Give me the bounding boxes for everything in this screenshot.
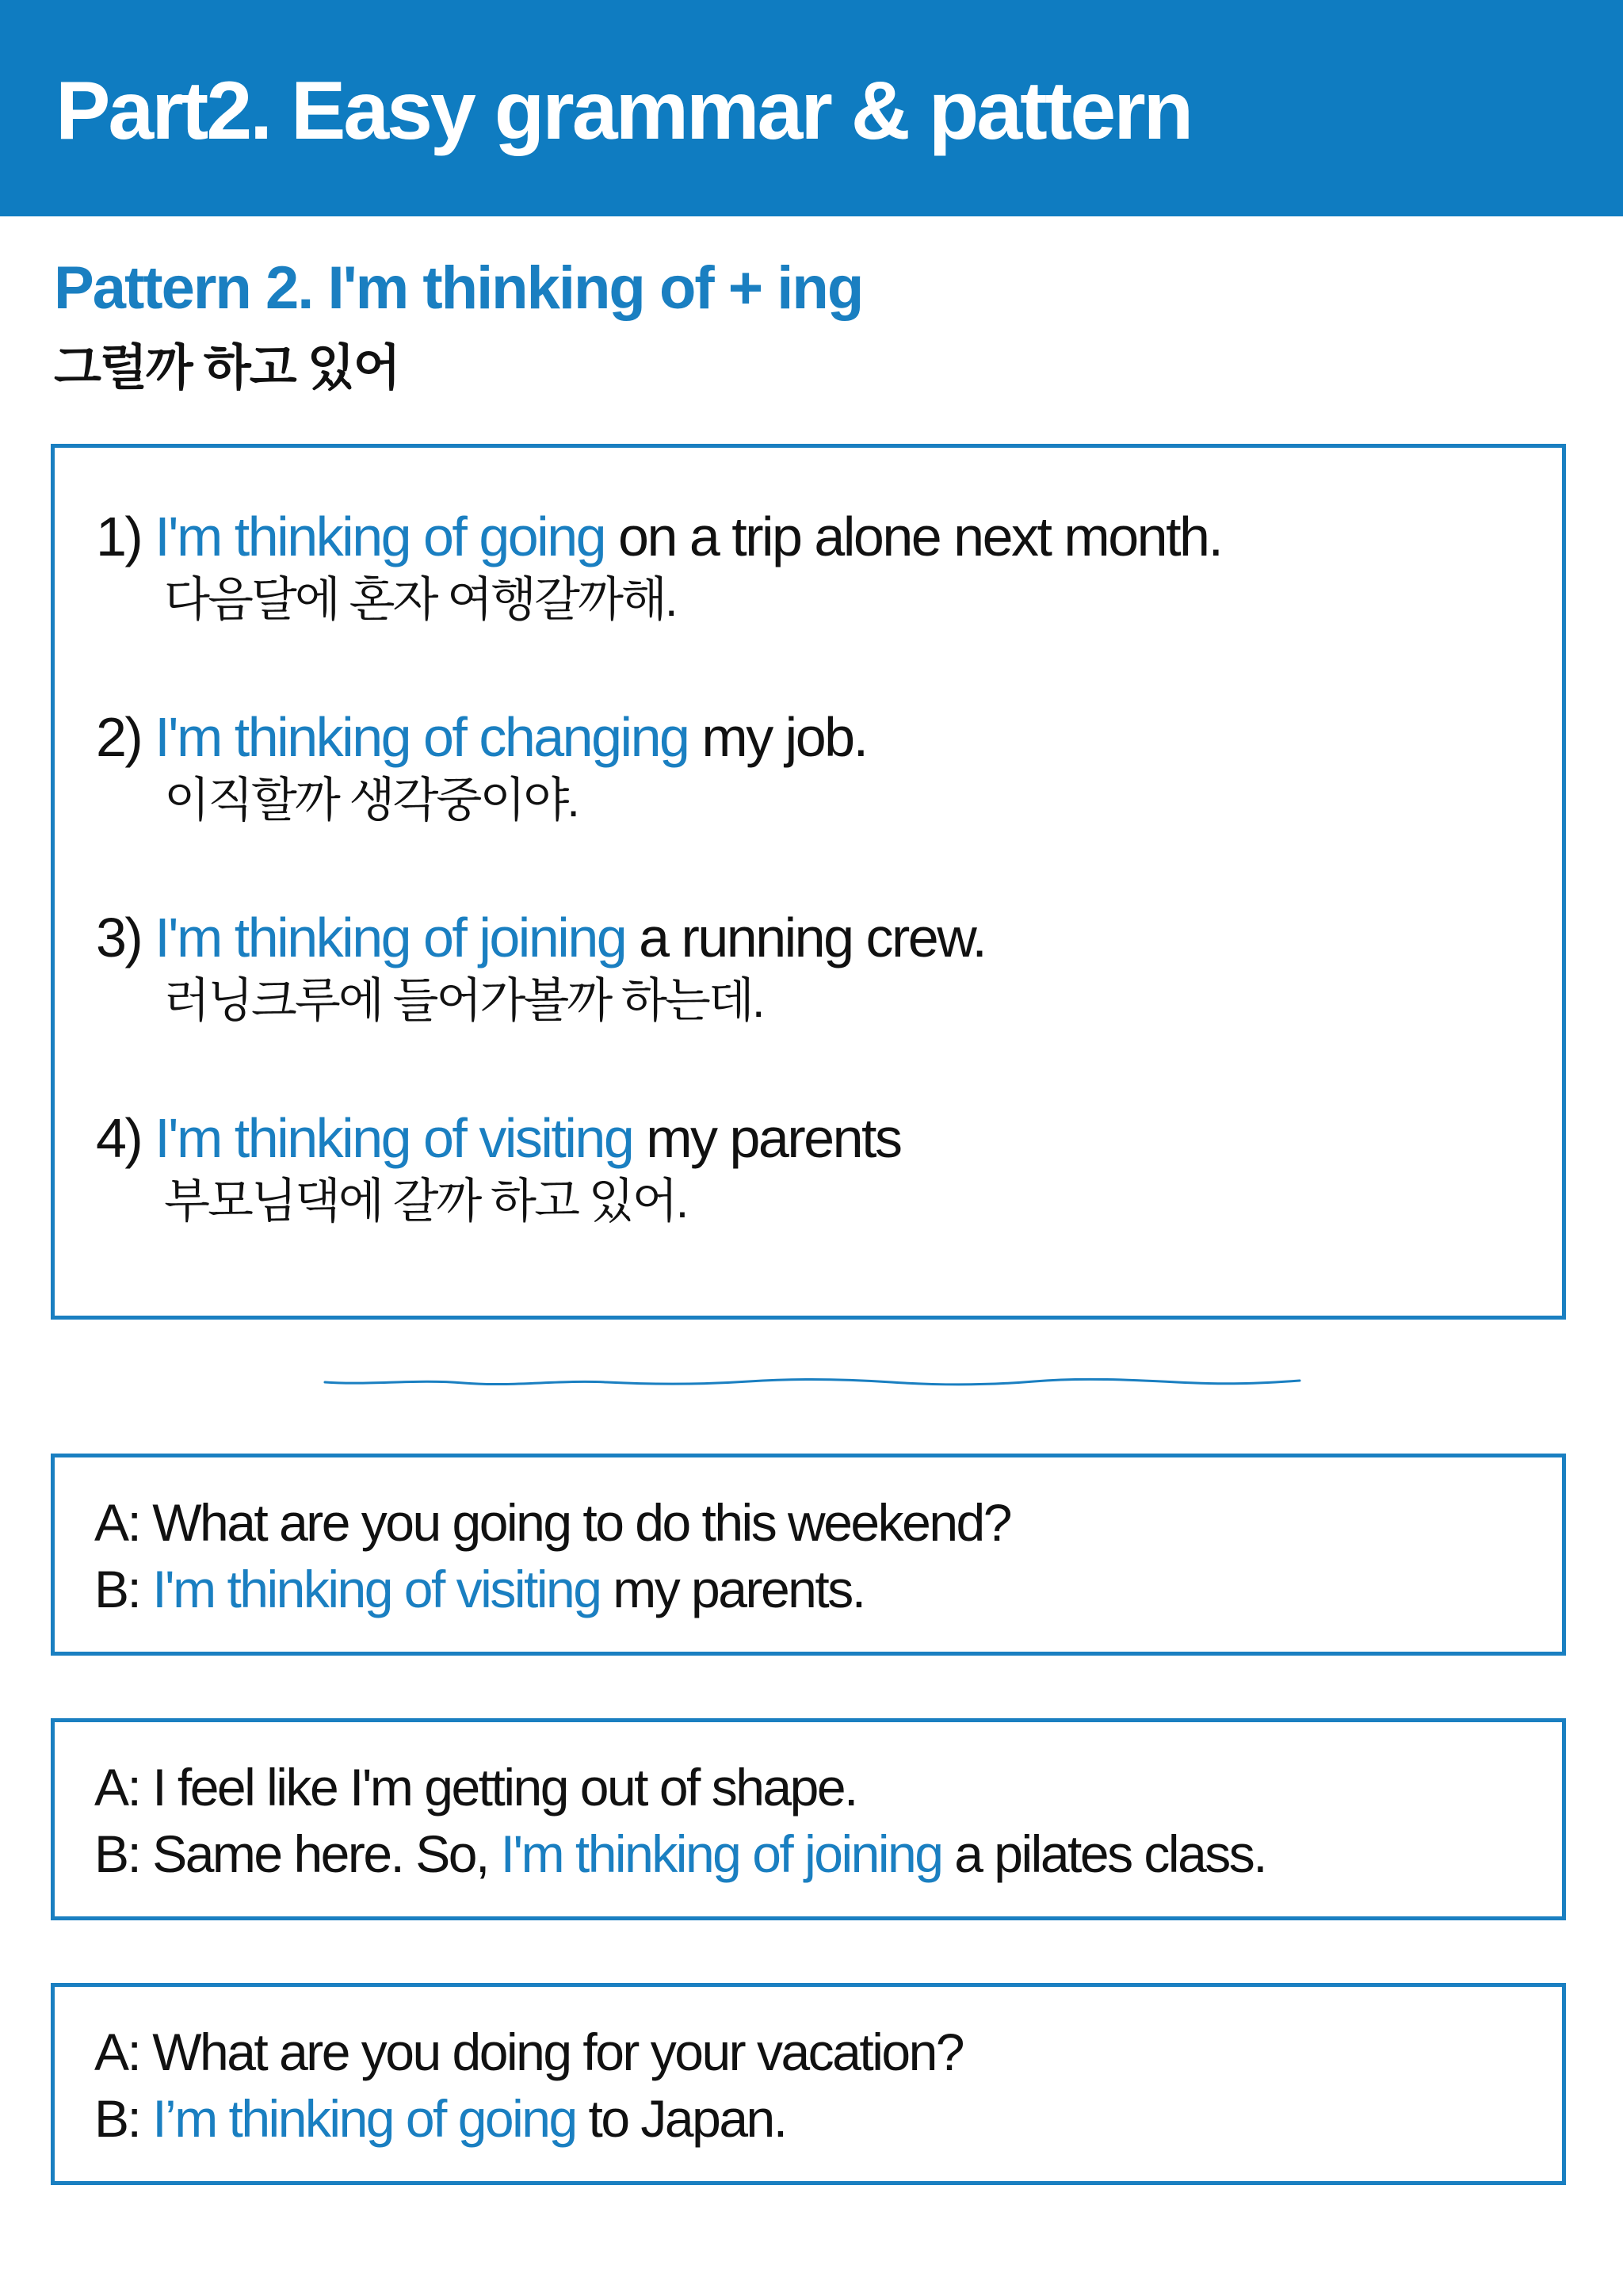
- dialogue-rest: my parents.: [600, 1560, 865, 1618]
- example-rest: on a trip alone next month.: [605, 506, 1222, 567]
- example-number: 2): [96, 706, 142, 768]
- pattern-highlight: I'm thinking of visiting: [152, 1560, 601, 1618]
- dialogue-rest: to Japan.: [575, 2089, 786, 2148]
- example-english: [96, 505, 1221, 568]
- pattern-highlight: I'm thinking of joining: [155, 907, 626, 968]
- example-item: [96, 906, 985, 1033]
- speaker-prefix: B:: [94, 1560, 153, 1618]
- pattern-title: Pattern 2. I'm thinking of + ing: [54, 254, 863, 322]
- dialogue-line-a: A: What are you going to do this weekend?: [94, 1493, 1010, 1552]
- example-korean: 러닝크루에 들어가볼까 하는데.: [164, 974, 763, 1027]
- pattern-highlight: I'm thinking of joining: [500, 1824, 942, 1883]
- hand-drawn-divider: [321, 1371, 1304, 1393]
- example-rest: my parents: [632, 1107, 901, 1169]
- example-english: [96, 1106, 901, 1170]
- example-korean: 다음달에 혼자 여행갈까해.: [164, 573, 676, 626]
- example-item: [96, 1106, 901, 1233]
- example-korean: 부모님댁에 갈까 하고 있어.: [164, 1175, 687, 1228]
- pattern-highlight: I'm thinking of going: [155, 506, 605, 567]
- dialogue-line-b: [94, 1556, 865, 1622]
- pattern-highlight: I'm thinking of visiting: [155, 1107, 633, 1169]
- example-rest: my job.: [688, 706, 867, 768]
- pattern-highlight: I’m thinking of going: [152, 2089, 576, 2148]
- dialogue-box: [51, 1718, 1566, 1920]
- dialogue-line-a: A: What are you doing for your vacation?: [94, 2023, 963, 2081]
- dialogue-line-a: A: I feel like I'm getting out of shape.: [94, 1758, 857, 1817]
- dialogue-line-b: [94, 2085, 786, 2152]
- dialogue-rest: a pilates class.: [941, 1824, 1266, 1883]
- example-rest: a running crew.: [625, 907, 986, 968]
- examples-box: [51, 444, 1566, 1320]
- speaker-prefix: B: Same here. So,: [94, 1824, 501, 1883]
- header-banner: [0, 0, 1623, 216]
- example-number: 3): [96, 907, 142, 968]
- example-number: 1): [96, 506, 142, 567]
- dialogue-box: [51, 1454, 1566, 1656]
- example-korean: 이직할까 생각중이야.: [164, 774, 578, 827]
- dialogue-line-b: [94, 1820, 1266, 1887]
- pattern-subtitle-korean: 그럴까 하고 있어: [54, 341, 399, 395]
- speaker-prefix: B:: [94, 2089, 153, 2148]
- example-item: [96, 505, 1221, 632]
- dialogue-box: [51, 1983, 1566, 2185]
- example-english: [96, 906, 985, 969]
- example-item: [96, 705, 867, 832]
- example-english: [96, 705, 867, 769]
- example-number: 4): [96, 1107, 142, 1169]
- pattern-highlight: I'm thinking of changing: [155, 706, 689, 768]
- page-title: Part2. Easy grammar & pattern: [55, 65, 1192, 157]
